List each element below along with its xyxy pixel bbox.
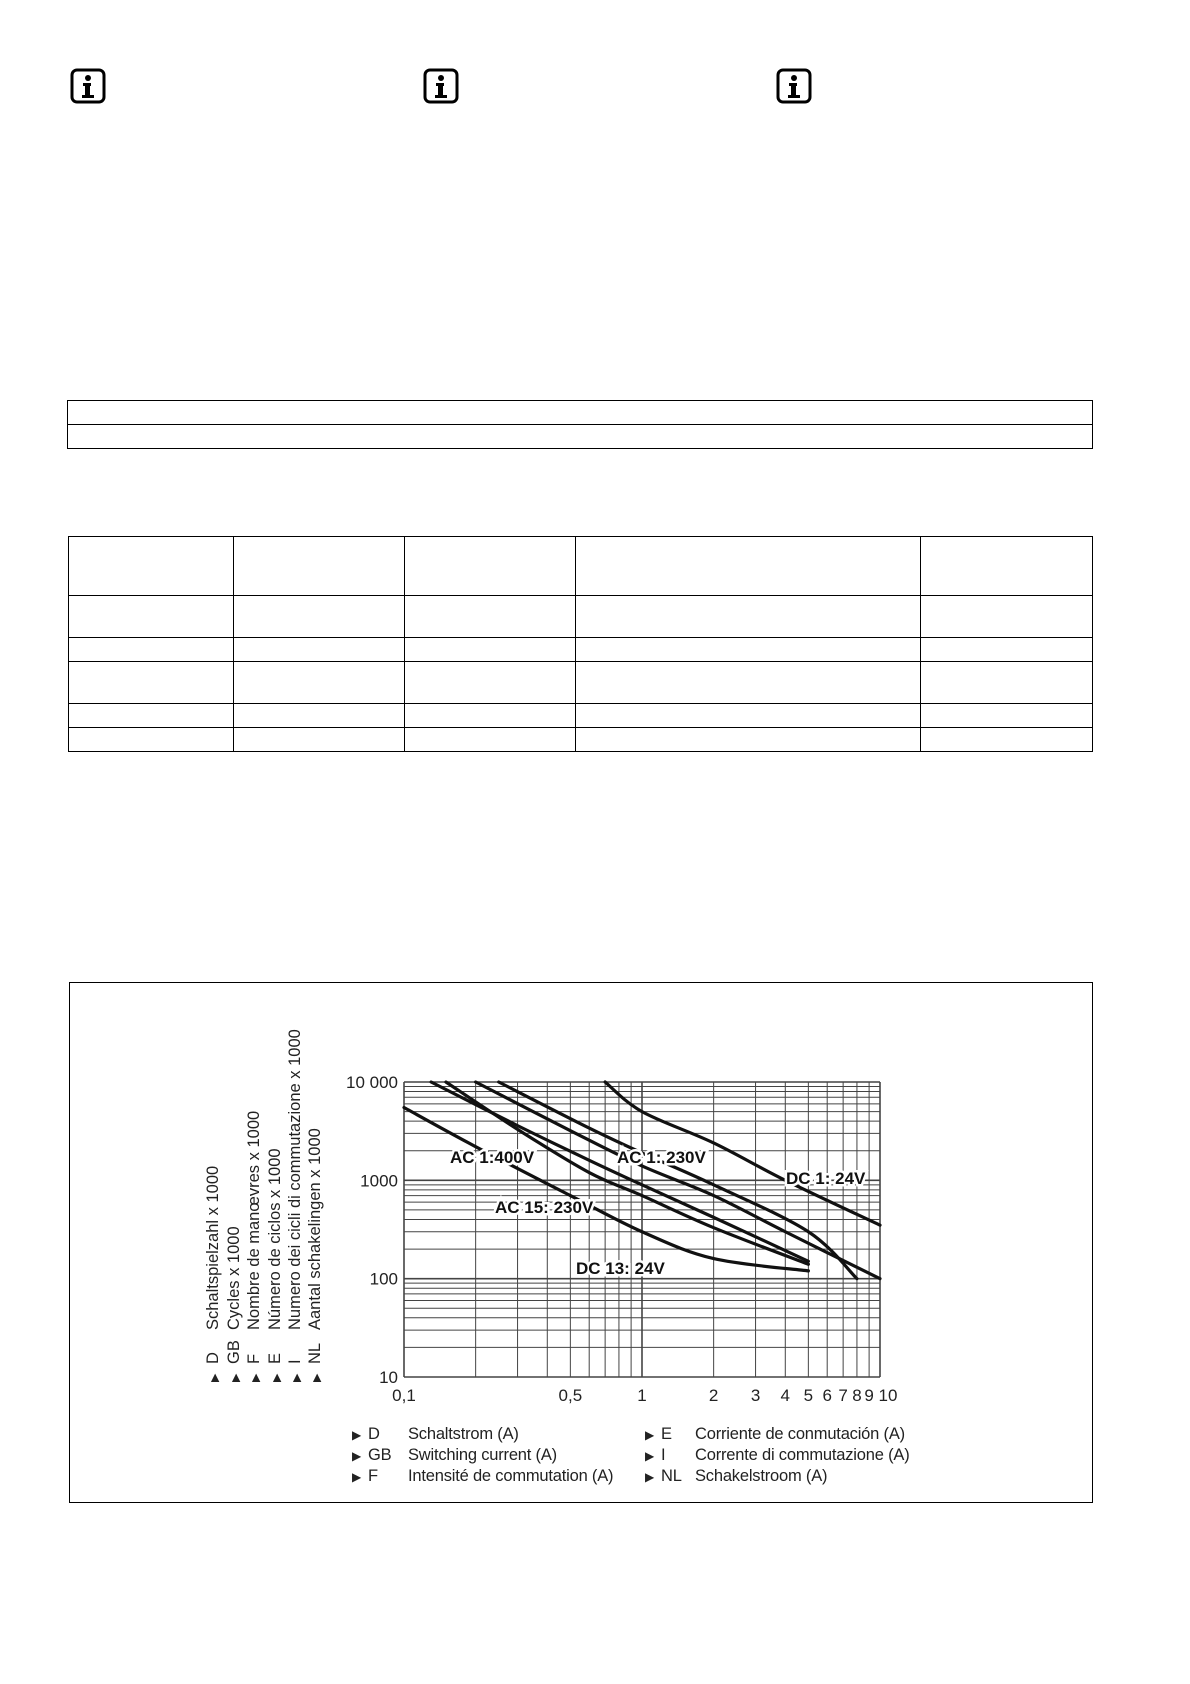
curve-label: AC 1:400V bbox=[450, 1148, 535, 1167]
table-row bbox=[69, 662, 1093, 704]
arrow-icon: ▶ bbox=[310, 1373, 323, 1382]
y-legend-text: Número de ciclos x 1000 bbox=[266, 1148, 284, 1330]
empty-table-2 bbox=[68, 536, 1093, 752]
curve-label: DC 1: 24V bbox=[786, 1169, 866, 1188]
legend-row: ▶ NL Schakelstroom (A) bbox=[645, 1467, 828, 1485]
legend-row: ▶ F Intensité de commutation (A) bbox=[352, 1467, 614, 1485]
arrow-icon: ▶ bbox=[645, 1449, 655, 1463]
x-tick-label: 7 bbox=[838, 1386, 848, 1405]
table-row bbox=[68, 425, 1093, 449]
y-legend-code: NL bbox=[306, 1342, 324, 1364]
x-tick-label: 2 bbox=[708, 1386, 719, 1405]
x-tick-label: 10 bbox=[878, 1386, 898, 1405]
table-row bbox=[69, 596, 1093, 638]
x-tick-label: 4 bbox=[780, 1386, 791, 1405]
y-legend-text: Cycles x 1000 bbox=[225, 1226, 243, 1330]
table-row bbox=[68, 401, 1093, 425]
empty-table-1 bbox=[67, 400, 1093, 449]
arrow-icon: ▶ bbox=[249, 1373, 262, 1382]
arrow-icon: ▶ bbox=[290, 1373, 303, 1382]
y-tick-label: 100 bbox=[369, 1269, 398, 1289]
x-tick-label: 0,5 bbox=[558, 1386, 583, 1405]
y-tick-label: 10 000 bbox=[346, 1073, 398, 1092]
y-tick-label: 1000 bbox=[360, 1171, 398, 1191]
y-legend-code: I bbox=[286, 1359, 304, 1364]
arrow-icon: ▶ bbox=[229, 1373, 242, 1382]
legend-row: ▶ I Corrente di commutazione (A) bbox=[645, 1446, 910, 1464]
info-icon bbox=[70, 68, 106, 104]
legend-row: ▶ D Schaltstrom (A) bbox=[352, 1425, 519, 1443]
y-legend-text: Aantal schakelingen x 1000 bbox=[306, 1128, 324, 1330]
y-legend-code: D bbox=[204, 1352, 222, 1364]
table-row bbox=[69, 537, 1093, 596]
table-row bbox=[69, 704, 1093, 728]
x-tick-label: 8 bbox=[852, 1386, 862, 1405]
arrow-icon: ▶ bbox=[208, 1373, 221, 1382]
y-tick-label: 10 bbox=[379, 1368, 398, 1387]
info-icon bbox=[776, 68, 812, 104]
y-legend-code: GB bbox=[225, 1340, 243, 1364]
arrow-icon: ▶ bbox=[352, 1470, 362, 1484]
x-tick-label: 0,1 bbox=[392, 1386, 416, 1405]
y-legend-code: E bbox=[266, 1352, 284, 1364]
arrow-icon: ▶ bbox=[352, 1428, 362, 1442]
y-legend-text: Numero dei cicli di commutazione x 1000 bbox=[286, 1029, 304, 1330]
arrow-icon: ▶ bbox=[270, 1373, 283, 1382]
x-axis-legend-left bbox=[352, 1425, 613, 1488]
x-tick-label: 1 bbox=[637, 1386, 647, 1405]
y-legend-text: Schaltspielzahl x 1000 bbox=[204, 1165, 222, 1330]
x-tick-label: 3 bbox=[750, 1386, 761, 1405]
table-row bbox=[69, 728, 1093, 752]
table-row bbox=[69, 638, 1093, 662]
arrow-icon: ▶ bbox=[645, 1470, 655, 1484]
arrow-icon: ▶ bbox=[645, 1428, 655, 1442]
arrow-icon: ▶ bbox=[352, 1449, 362, 1463]
x-tick-label: 9 bbox=[864, 1386, 874, 1405]
x-axis-legend-right bbox=[645, 1425, 909, 1488]
legend-row: ▶ E Corriente de conmutación (A) bbox=[645, 1425, 905, 1443]
y-legend-code: F bbox=[245, 1353, 263, 1364]
y-legend-text: Nombre de manœvres x 1000 bbox=[245, 1110, 263, 1330]
curve-label: AC 1: 230V bbox=[617, 1148, 706, 1167]
curve-label: AC 15: 230V bbox=[495, 1198, 594, 1217]
x-tick-label: 5 bbox=[803, 1386, 814, 1405]
legend-row: ▶ GB Switching current (A) bbox=[352, 1446, 557, 1464]
curve-label: DC 13: 24V bbox=[576, 1259, 665, 1278]
x-tick-label: 6 bbox=[822, 1386, 832, 1405]
info-icon bbox=[423, 68, 459, 104]
